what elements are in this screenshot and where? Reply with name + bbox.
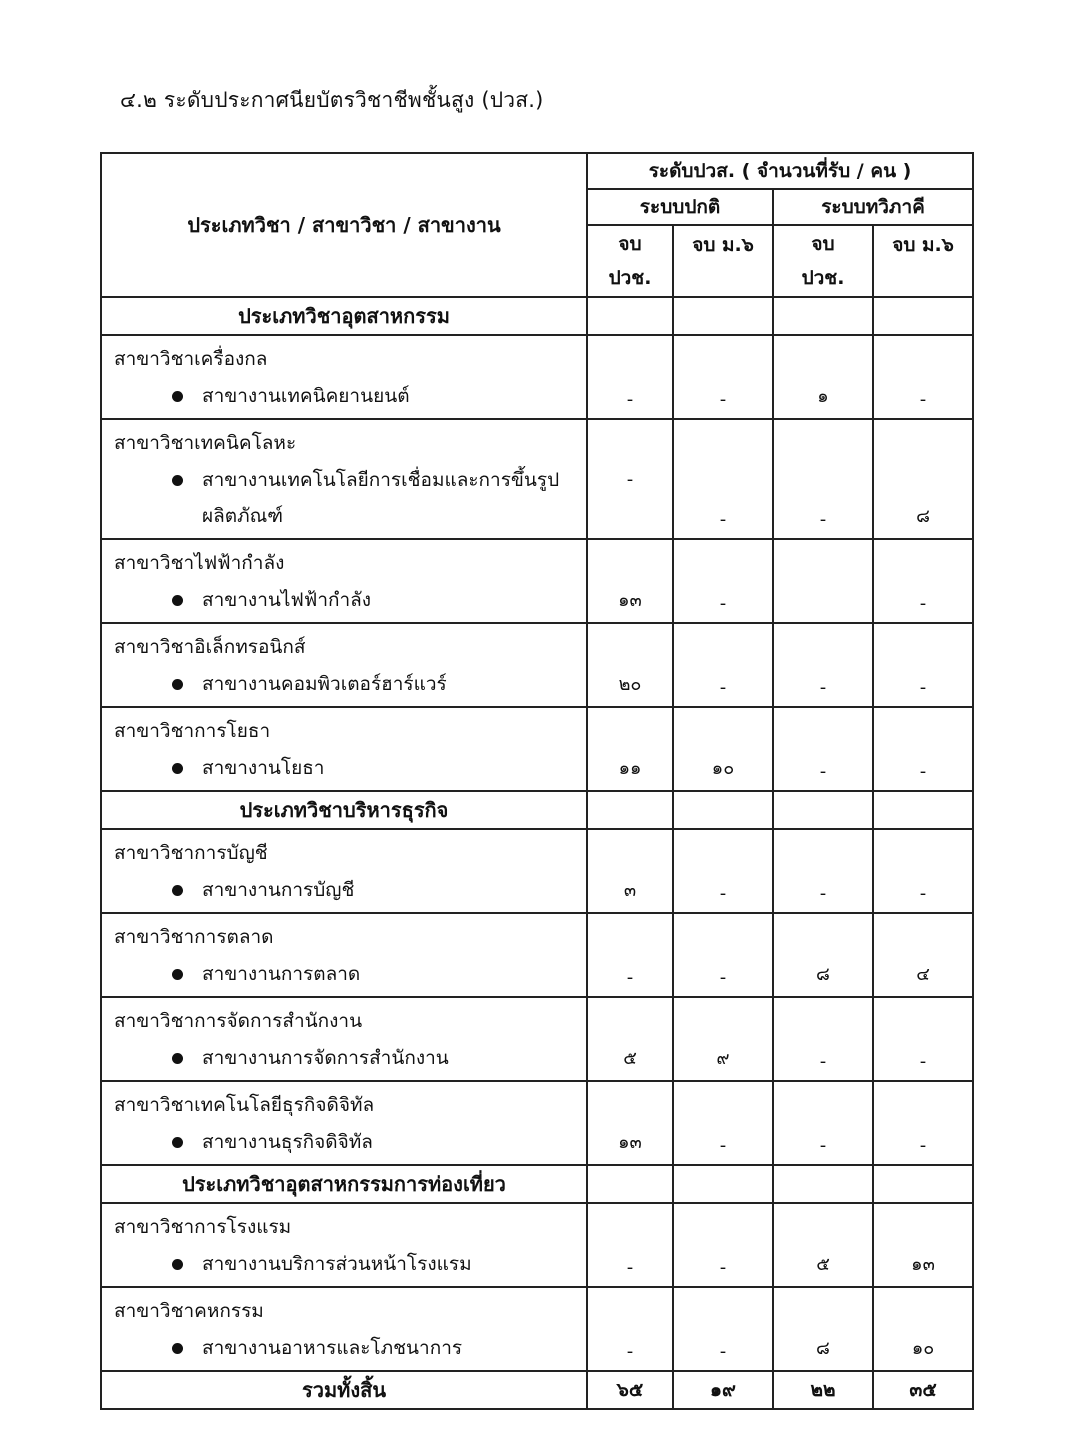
- quota-value: -: [587, 335, 673, 419]
- quota-value: -: [673, 335, 773, 419]
- category-row: [101, 297, 973, 335]
- bullet-icon: [172, 1137, 183, 1148]
- sub-program: [114, 750, 586, 786]
- program-cell: [101, 829, 587, 913]
- quota-value: -: [773, 419, 873, 539]
- empty-cell: [773, 297, 873, 335]
- field-name: สาขาวิชาอิเล็กทรอนิกส์: [114, 636, 306, 658]
- sub-program-name: สาขางานอาหารและโภชนาการ: [202, 1337, 463, 1359]
- program-cell: [101, 335, 587, 419]
- bullet-icon: [172, 969, 183, 980]
- total-row: [101, 1371, 973, 1409]
- quota-value: -: [673, 1203, 773, 1287]
- header-dual-vc-graduates: จบ ปวช.: [773, 225, 873, 297]
- sub-program: [114, 666, 586, 702]
- category-row: [101, 791, 973, 829]
- quota-value: -: [587, 1203, 673, 1287]
- quota-value: ๑: [773, 335, 873, 419]
- sub-program: [114, 1246, 586, 1282]
- bullet-icon: [172, 1053, 183, 1064]
- program-cell: [101, 707, 587, 791]
- header-regular-system: ระบบปกติ: [587, 189, 773, 225]
- total-value: ๒๒: [773, 1371, 873, 1409]
- empty-cell: [673, 1165, 773, 1203]
- program-cell: [101, 623, 587, 707]
- sub-program: [114, 1330, 586, 1366]
- table-row: [101, 1203, 973, 1287]
- quota-value: -: [587, 1287, 673, 1371]
- field-name: สาขาวิชาการบัญชี: [114, 842, 268, 864]
- header-level: ระดับปวส. ( จำนวนที่รับ / คน ): [587, 153, 973, 189]
- field-name: สาขาวิชาการโรงแรม: [114, 1216, 292, 1238]
- quota-value: ๘: [873, 419, 973, 539]
- sub-program-name: สาขางานไฟฟ้ากำลัง: [202, 589, 372, 611]
- quota-value: -: [873, 539, 973, 623]
- quota-value: -: [873, 997, 973, 1081]
- field-name: สาขาวิชาเทคโนโลยีธุรกิจดิจิทัล: [114, 1094, 375, 1116]
- table-row: [101, 997, 973, 1081]
- empty-cell: [873, 297, 973, 335]
- bullet-icon: [172, 885, 183, 896]
- bullet-icon: [172, 763, 183, 774]
- program-cell: [101, 1287, 587, 1371]
- document-title: ๔.๒ ระดับประกาศนียบัตรวิชาชีพชั้นสูง (ปวส.): [120, 88, 544, 112]
- quota-value: -: [773, 707, 873, 791]
- quota-value: ๘: [773, 913, 873, 997]
- sub-program-name: สาขางานการบัญชี: [202, 879, 355, 901]
- sub-program: [114, 956, 586, 992]
- table-body: [101, 297, 973, 1371]
- bullet-icon: [172, 595, 183, 606]
- empty-cell: [587, 1165, 673, 1203]
- table-row: [101, 539, 973, 623]
- bullet-icon: [172, 1259, 183, 1270]
- bullet-icon: [172, 391, 183, 402]
- quota-value: -: [587, 419, 673, 539]
- quota-value: -: [673, 539, 773, 623]
- empty-cell: [773, 791, 873, 829]
- field-name: สาขาวิชาการโยธา: [114, 720, 271, 742]
- quota-value: ๑๓: [873, 1203, 973, 1287]
- field-name: สาขาวิชาการตลาด: [114, 926, 274, 948]
- sub-program-name: สาขางานเทคนิคยานยนต์: [202, 385, 410, 407]
- field-name: สาขาวิชาไฟฟ้ากำลัง: [114, 552, 285, 574]
- category-name: ประเภทวิชาอุตสาหกรรม: [101, 297, 587, 335]
- sub-program: [114, 1124, 586, 1160]
- quota-value: -: [673, 623, 773, 707]
- empty-cell: [587, 297, 673, 335]
- field-name: สาขาวิชาการจัดการสำนักงาน: [114, 1010, 363, 1032]
- header-regular-m6-graduates: จบ ม.๖: [673, 225, 773, 297]
- quota-value: -: [873, 707, 973, 791]
- quota-value: -: [673, 1081, 773, 1165]
- table-row: [101, 335, 973, 419]
- table-row: [101, 913, 973, 997]
- table-row: [101, 707, 973, 791]
- sub-program: [114, 1040, 586, 1076]
- field-name: สาขาวิชาคหกรรม: [114, 1300, 264, 1322]
- table-row: [101, 623, 973, 707]
- quota-value: -: [873, 335, 973, 419]
- quota-value: ๑๓: [587, 1081, 673, 1165]
- sub-program-name: สาขางานธุรกิจดิจิทัล: [202, 1131, 373, 1153]
- category-row: [101, 1165, 973, 1203]
- quota-value: ๙: [673, 997, 773, 1081]
- sub-program-name: สาขางานคอมพิวเตอร์ฮาร์แวร์: [202, 673, 447, 695]
- sub-program-name: สาขางานการตลาด: [202, 963, 361, 985]
- program-cell: [101, 1081, 587, 1165]
- category-name: ประเภทวิชาอุตสาหกรรมการท่องเที่ยว: [101, 1165, 587, 1203]
- field-name: สาขาวิชาเทคนิคโลหะ: [114, 432, 297, 454]
- quota-value: ๑๐: [673, 707, 773, 791]
- quota-value: -: [773, 997, 873, 1081]
- table-row: [101, 1287, 973, 1371]
- total-value: ๓๕: [873, 1371, 973, 1409]
- quota-value: ๑๑: [587, 707, 673, 791]
- quota-value: ๑๐: [873, 1287, 973, 1371]
- quota-value: ๑๓: [587, 539, 673, 623]
- bullet-icon: [172, 679, 183, 690]
- quota-value: ๔: [873, 913, 973, 997]
- sub-program: [114, 378, 586, 414]
- total-label: รวมทั้งสิ้น: [101, 1371, 587, 1409]
- sub-program-name: สาขางานเทคโนโลยีการเชื่อมและการขึ้นรูปผลิตภัณฑ์: [202, 469, 560, 527]
- quota-value: -: [673, 1287, 773, 1371]
- total-value: ๖๕: [587, 1371, 673, 1409]
- quota-value: ๕: [587, 997, 673, 1081]
- quota-value: -: [773, 1081, 873, 1165]
- sub-program-name: สาขางานการจัดการสำนักงาน: [202, 1047, 449, 1069]
- header-regular-vc-graduates: จบ ปวช.: [587, 225, 673, 297]
- program-cell: [101, 1203, 587, 1287]
- quota-value: -: [673, 829, 773, 913]
- quota-value: ๕: [773, 1203, 873, 1287]
- quota-value: -: [773, 623, 873, 707]
- program-cell: [101, 419, 587, 539]
- quota-value: -: [873, 623, 973, 707]
- quota-value: -: [773, 829, 873, 913]
- empty-cell: [873, 1165, 973, 1203]
- quota-value: -: [873, 829, 973, 913]
- quota-value: ๒๐: [587, 623, 673, 707]
- quota-value: -: [587, 913, 673, 997]
- quota-value: -: [673, 913, 773, 997]
- table-row: [101, 419, 973, 539]
- total-value: ๑๙: [673, 1371, 773, 1409]
- sub-program: [114, 872, 586, 908]
- quota-value: ๓: [587, 829, 673, 913]
- empty-cell: [773, 1165, 873, 1203]
- field-name: สาขาวิชาเครื่องกล: [114, 348, 268, 370]
- quota-value: -: [673, 419, 773, 539]
- table-header: [101, 153, 973, 297]
- empty-cell: [587, 791, 673, 829]
- empty-cell: [673, 297, 773, 335]
- category-name: ประเภทวิชาบริหารธุรกิจ: [101, 791, 587, 829]
- table-row: [101, 1081, 973, 1165]
- empty-cell: [873, 791, 973, 829]
- header-name-column: ประเภทวิชา / สาขาวิชา / สาขางาน: [101, 153, 587, 297]
- bullet-icon: [172, 475, 183, 486]
- quota-value: -: [873, 1081, 973, 1165]
- program-cell: [101, 997, 587, 1081]
- sub-program-name: สาขางานบริการส่วนหน้าโรงแรม: [202, 1253, 472, 1275]
- header-dual-system: ระบบทวิภาคี: [773, 189, 973, 225]
- sub-program-name: สาขางานโยธา: [202, 757, 325, 779]
- quota-value: ๘: [773, 1287, 873, 1371]
- empty-cell: [673, 791, 773, 829]
- admission-quota-table: [100, 152, 974, 1410]
- table-row: [101, 829, 973, 913]
- header-dual-m6-graduates: จบ ม.๖: [873, 225, 973, 297]
- program-cell: [101, 913, 587, 997]
- sub-program: [114, 462, 586, 534]
- sub-program: [114, 582, 586, 618]
- program-cell: [101, 539, 587, 623]
- bullet-icon: [172, 1343, 183, 1354]
- quota-value: [773, 539, 873, 623]
